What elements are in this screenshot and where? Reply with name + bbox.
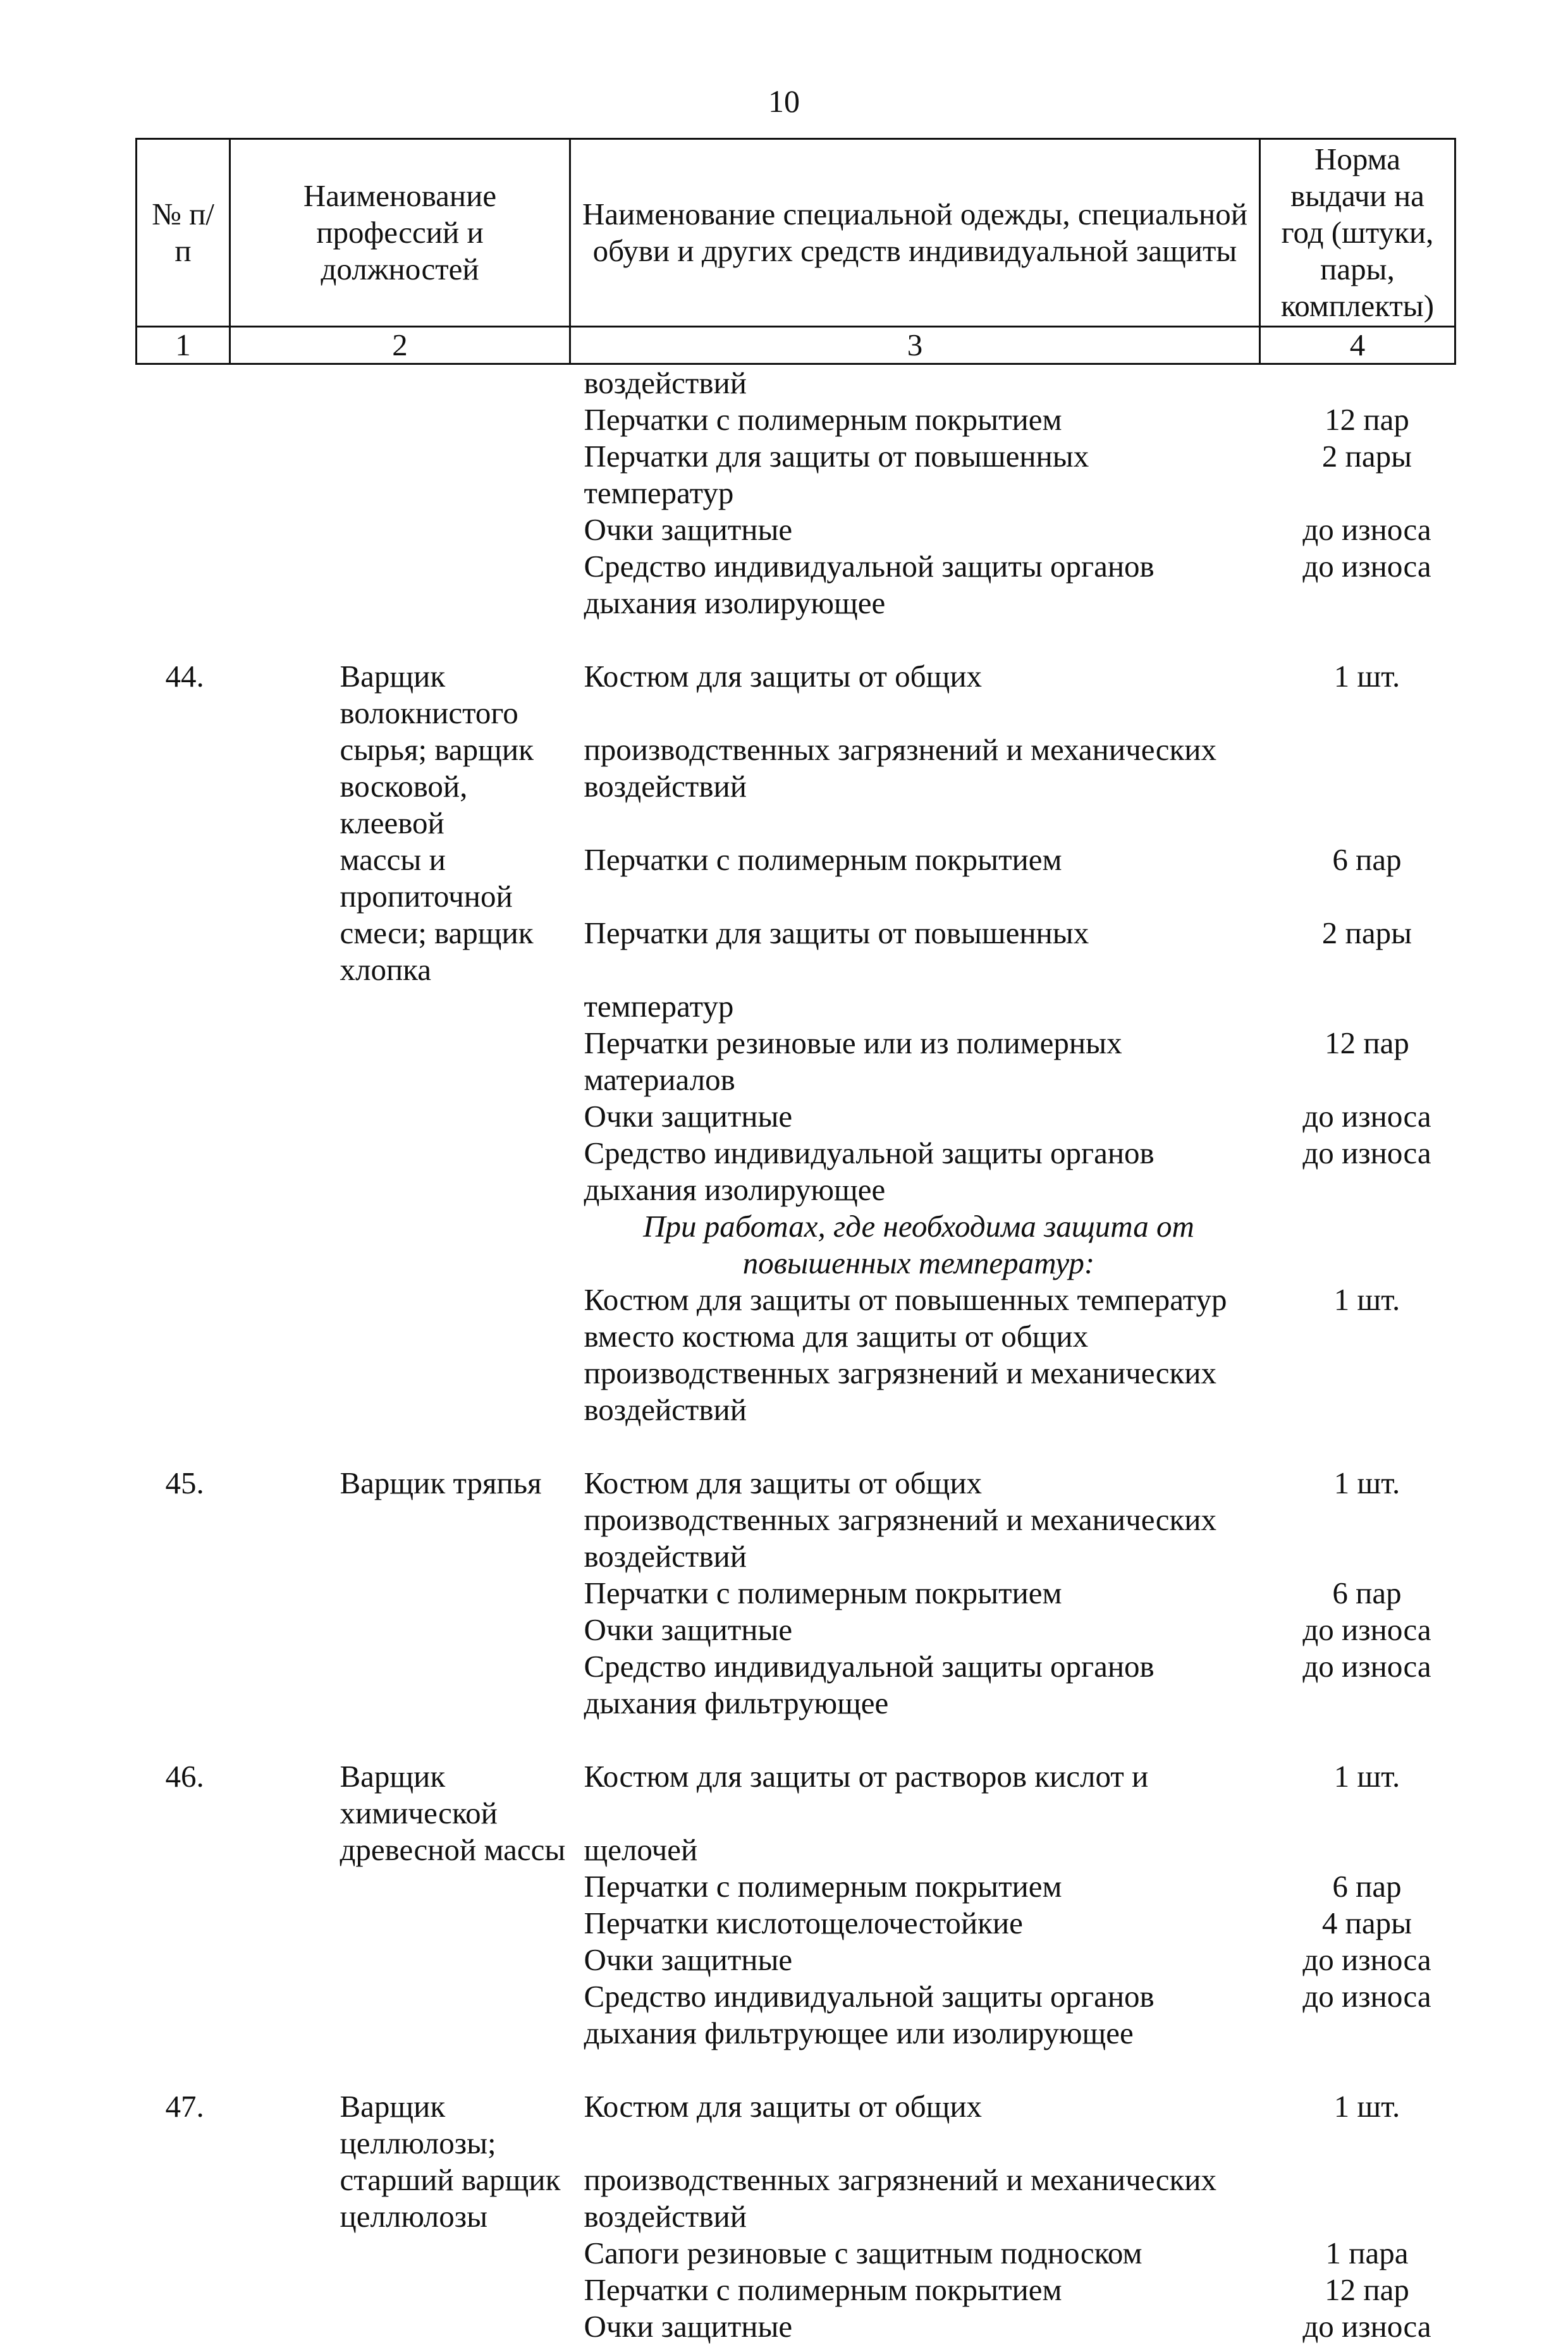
equipment-item: Средство индивидуальной защиты органов <box>570 1648 1260 1685</box>
equipment-item: воздействий <box>570 364 1260 402</box>
table-row <box>137 2308 1455 2345</box>
entry-number <box>137 401 230 438</box>
profession-name <box>230 1355 570 1392</box>
profession-name: восковой, клеевой <box>230 768 570 842</box>
spacer-cell <box>137 1722 1455 1758</box>
profession-name: Варщик химической <box>230 1758 570 1832</box>
equipment-item: Костюм для защиты от общих <box>570 1465 1260 1502</box>
column-number-row <box>137 327 1455 364</box>
entry-number <box>137 475 230 511</box>
equipment-item: Перчатки с полимерным покрытием <box>570 1575 1260 1612</box>
row-spacer <box>137 1722 1455 1758</box>
equipment-item: производственных загрязнений и механических <box>570 1355 1260 1392</box>
row-spacer <box>137 2052 1455 2088</box>
equipment-item: Перчатки с полимерным покрытием <box>570 1868 1260 1905</box>
table-row <box>137 511 1455 548</box>
row-spacer <box>137 621 1455 658</box>
equipment-item: Средство индивидуальной защиты органов <box>570 548 1260 585</box>
spacer-cell <box>137 1428 1455 1465</box>
equipment-item: дыхания фильтрующее или изолирующее <box>570 2015 1260 2052</box>
equipment-item: Средство индивидуальной защиты органов <box>570 1978 1260 2015</box>
issue-norm <box>1260 1832 1455 1868</box>
table-row <box>137 1062 1455 1098</box>
table-row <box>137 364 1455 402</box>
issue-norm: до износа <box>1260 1648 1455 1685</box>
entry-number <box>137 768 230 842</box>
table-row <box>137 1905 1455 1942</box>
entry-number <box>137 1978 230 2015</box>
issue-norm <box>1260 585 1455 621</box>
column-number: 4 <box>1260 327 1455 364</box>
profession-name <box>230 1575 570 1612</box>
entry-number <box>137 1612 230 1648</box>
profession-name <box>230 1648 570 1685</box>
table-row <box>137 1318 1455 1355</box>
condition-note: При работах, где необходима защита от <box>570 1208 1260 1245</box>
issue-norm: 1 шт. <box>1260 1282 1455 1318</box>
empty-cell <box>1260 1208 1455 1245</box>
entry-number <box>137 1575 230 1612</box>
profession-name <box>230 1868 570 1905</box>
table-row <box>137 2198 1455 2235</box>
equipment-item: производственных загрязнений и механических <box>570 2162 1260 2198</box>
profession-name <box>230 2272 570 2308</box>
profession-name: сырья; варщик <box>230 732 570 768</box>
entry-number <box>137 842 230 915</box>
table-row <box>137 1978 1455 2015</box>
profession-name <box>230 511 570 548</box>
table-row <box>137 1392 1455 1428</box>
issue-norm: до износа <box>1260 1135 1455 1172</box>
profession-name <box>230 1318 570 1355</box>
issue-norm <box>1260 2162 1455 2198</box>
table-row <box>137 438 1455 475</box>
profession-name <box>230 1172 570 1208</box>
issue-norm: до износа <box>1260 1942 1455 1978</box>
table-row <box>137 1502 1455 1538</box>
condition-note-row <box>137 1208 1455 1245</box>
profession-name <box>230 2308 570 2345</box>
issue-norm: до износа <box>1260 1612 1455 1648</box>
entry-number <box>137 1868 230 1905</box>
entry-number <box>137 1135 230 1172</box>
profession-name <box>230 1685 570 1722</box>
table-row <box>137 988 1455 1025</box>
condition-note-row <box>137 1245 1455 1282</box>
equipment-item: Очки защитные <box>570 2308 1260 2345</box>
spacer-cell <box>137 2052 1455 2088</box>
issue-norm <box>1260 1392 1455 1428</box>
entry-number <box>137 585 230 621</box>
equipment-item: дыхания фильтрующее <box>570 1685 1260 1722</box>
equipment-item: Перчатки кислотощелочестойкие <box>570 1905 1260 1942</box>
equipment-item: воздействий <box>570 2198 1260 2235</box>
equipment-item: температур <box>570 988 1260 1025</box>
issue-norm: до износа <box>1260 511 1455 548</box>
profession-name <box>230 1282 570 1318</box>
profession-name <box>230 1538 570 1575</box>
equipment-item: Перчатки с полимерным покрытием <box>570 842 1260 915</box>
issue-norm <box>1260 1355 1455 1392</box>
entry-number <box>137 1025 230 1062</box>
equipment-item: температур <box>570 475 1260 511</box>
ppe-norms-table <box>135 138 1456 2345</box>
equipment-item: дыхания изолирующее <box>570 585 1260 621</box>
issue-norm <box>1260 2198 1455 2235</box>
equipment-item: щелочей <box>570 1832 1260 1868</box>
issue-norm: 6 пар <box>1260 1868 1455 1905</box>
entry-number <box>137 1062 230 1098</box>
table-row <box>137 842 1455 915</box>
spacer-cell <box>137 621 1455 658</box>
profession-name <box>230 1392 570 1428</box>
profession-name <box>230 475 570 511</box>
entry-number <box>137 988 230 1025</box>
profession-name: древесной массы <box>230 1832 570 1868</box>
header-number: № п/п <box>137 139 230 327</box>
profession-name <box>230 585 570 621</box>
issue-norm: 2 пары <box>1260 915 1455 988</box>
header-protective-equipment: Наименование специальной одежды, специальной обуви и других средств индивидуальной защиты <box>570 139 1260 327</box>
table-row <box>137 1612 1455 1648</box>
equipment-item: Очки защитные <box>570 511 1260 548</box>
entry-number: 44. <box>137 658 230 732</box>
entry-number <box>137 2015 230 2052</box>
equipment-item: Перчатки с полимерным покрытием <box>570 2272 1260 2308</box>
profession-name <box>230 1942 570 1978</box>
table-row <box>137 1575 1455 1612</box>
table-row <box>137 585 1455 621</box>
equipment-item: Костюм для защиты от повышенных температур <box>570 1282 1260 1318</box>
issue-norm: 1 шт. <box>1260 2088 1455 2162</box>
equipment-item: Костюм для защиты от общих <box>570 2088 1260 2162</box>
entry-number <box>137 1355 230 1392</box>
table-row <box>137 2162 1455 2198</box>
profession-name: Варщик тряпья <box>230 1465 570 1502</box>
profession-name <box>230 548 570 585</box>
issue-norm: 1 пара <box>1260 2235 1455 2272</box>
entry-number <box>137 1905 230 1942</box>
issue-norm <box>1260 1062 1455 1098</box>
profession-name: смеси; варщик хлопка <box>230 915 570 988</box>
empty-cell <box>137 1208 230 1245</box>
table-row <box>137 1685 1455 1722</box>
issue-norm: 6 пар <box>1260 842 1455 915</box>
profession-name <box>230 1502 570 1538</box>
row-spacer <box>137 1428 1455 1465</box>
table-header-row <box>137 139 1455 327</box>
issue-norm <box>1260 768 1455 842</box>
entry-number <box>137 732 230 768</box>
table-row <box>137 1648 1455 1685</box>
issue-norm <box>1260 1538 1455 1575</box>
profession-name <box>230 438 570 475</box>
entry-number <box>137 1392 230 1428</box>
issue-norm <box>1260 364 1455 402</box>
header-profession: Наименование профессий и должностей <box>230 139 570 327</box>
issue-norm <box>1260 988 1455 1025</box>
table-row <box>137 1098 1455 1135</box>
table-row <box>137 768 1455 842</box>
equipment-item: дыхания изолирующее <box>570 1172 1260 1208</box>
table-row <box>137 1832 1455 1868</box>
profession-name: Варщик целлюлозы; <box>230 2088 570 2162</box>
profession-name <box>230 1135 570 1172</box>
issue-norm <box>1260 1172 1455 1208</box>
profession-name: Варщик волокнистого <box>230 658 570 732</box>
entry-number <box>137 364 230 402</box>
issue-norm: 1 шт. <box>1260 658 1455 732</box>
column-number: 1 <box>137 327 230 364</box>
table-row <box>137 1135 1455 1172</box>
entry-number <box>137 2272 230 2308</box>
equipment-item: Костюм для защиты от растворов кислот и <box>570 1758 1260 1832</box>
table-row <box>137 548 1455 585</box>
equipment-item: воздействий <box>570 1392 1260 1428</box>
entry-number <box>137 511 230 548</box>
issue-norm: 1 шт. <box>1260 1465 1455 1502</box>
equipment-item: Средство индивидуальной защиты органов <box>570 1135 1260 1172</box>
equipment-item: Очки защитные <box>570 1098 1260 1135</box>
profession-name <box>230 2235 570 2272</box>
equipment-item: производственных загрязнений и механических <box>570 1502 1260 1538</box>
entry-number <box>137 1282 230 1318</box>
issue-norm <box>1260 1685 1455 1722</box>
issue-norm <box>1260 475 1455 511</box>
profession-name <box>230 1905 570 1942</box>
equipment-item: Костюм для защиты от общих <box>570 658 1260 732</box>
issue-norm <box>1260 1502 1455 1538</box>
table-row <box>137 1355 1455 1392</box>
issue-norm: до износа <box>1260 1098 1455 1135</box>
issue-norm: до износа <box>1260 1978 1455 2015</box>
empty-cell <box>230 1208 570 1245</box>
table-row <box>137 475 1455 511</box>
profession-name: массы и пропиточной <box>230 842 570 915</box>
table-row <box>137 401 1455 438</box>
entry-number <box>137 1832 230 1868</box>
entry-number <box>137 2308 230 2345</box>
table-row <box>137 1025 1455 1062</box>
empty-cell <box>230 1245 570 1282</box>
issue-norm: 1 шт. <box>1260 1758 1455 1832</box>
issue-norm <box>1260 732 1455 768</box>
issue-norm <box>1260 2015 1455 2052</box>
entry-number <box>137 548 230 585</box>
table-row <box>137 915 1455 988</box>
entry-number <box>137 1538 230 1575</box>
profession-name <box>230 364 570 402</box>
equipment-item: Перчатки для защиты от повышенных <box>570 438 1260 475</box>
profession-name: целлюлозы <box>230 2198 570 2235</box>
entry-number: 47. <box>137 2088 230 2162</box>
profession-name <box>230 1612 570 1648</box>
entry-number <box>137 1685 230 1722</box>
entry-number <box>137 915 230 988</box>
table-body <box>137 364 1455 2345</box>
profession-name <box>230 1098 570 1135</box>
entry-number: 45. <box>137 1465 230 1502</box>
column-number: 2 <box>230 327 570 364</box>
issue-norm: до износа <box>1260 548 1455 585</box>
issue-norm: 2 пары <box>1260 438 1455 475</box>
entry-number <box>137 2235 230 2272</box>
table-row <box>137 1282 1455 1318</box>
issue-norm: 4 пары <box>1260 1905 1455 1942</box>
profession-name <box>230 401 570 438</box>
table-row <box>137 2088 1455 2162</box>
entry-number <box>137 1318 230 1355</box>
profession-name <box>230 1025 570 1062</box>
condition-note: повышенных температур: <box>570 1245 1260 1282</box>
issue-norm <box>1260 1318 1455 1355</box>
entry-number <box>137 1098 230 1135</box>
issue-norm: 12 пар <box>1260 2272 1455 2308</box>
table-row <box>137 658 1455 732</box>
issue-norm: 6 пар <box>1260 1575 1455 1612</box>
equipment-item: Очки защитные <box>570 1612 1260 1648</box>
profession-name: старший варщик <box>230 2162 570 2198</box>
equipment-item: Перчатки резиновые или из полимерных <box>570 1025 1260 1062</box>
equipment-item: Очки защитные <box>570 1942 1260 1978</box>
equipment-item: воздействий <box>570 1538 1260 1575</box>
issue-norm: до износа <box>1260 2308 1455 2345</box>
profession-name <box>230 1978 570 2015</box>
issue-norm: 12 пар <box>1260 401 1455 438</box>
table-row <box>137 1172 1455 1208</box>
header-issue-norm: Норма выдачи на год (штуки, пары, комплекты) <box>1260 139 1455 327</box>
equipment-item: вместо костюма для защиты от общих <box>570 1318 1260 1355</box>
table-row <box>137 2272 1455 2308</box>
equipment-item: Перчатки с полимерным покрытием <box>570 401 1260 438</box>
table-row <box>137 1465 1455 1502</box>
equipment-item: производственных загрязнений и механических <box>570 732 1260 768</box>
table-row <box>137 2235 1455 2272</box>
page-number: 10 <box>0 82 1568 120</box>
equipment-item: Сапоги резиновые с защитным подноском <box>570 2235 1260 2272</box>
equipment-item: материалов <box>570 1062 1260 1098</box>
entry-number <box>137 2198 230 2235</box>
empty-cell <box>137 1245 230 1282</box>
table-row <box>137 2015 1455 2052</box>
entry-number <box>137 1942 230 1978</box>
issue-norm: 12 пар <box>1260 1025 1455 1062</box>
entry-number <box>137 438 230 475</box>
equipment-item: Перчатки для защиты от повышенных <box>570 915 1260 988</box>
equipment-item: воздействий <box>570 768 1260 842</box>
entry-number <box>137 1172 230 1208</box>
entry-number <box>137 1502 230 1538</box>
empty-cell <box>1260 1245 1455 1282</box>
table-row <box>137 1942 1455 1978</box>
table-row <box>137 1868 1455 1905</box>
table-row <box>137 1758 1455 1832</box>
column-number: 3 <box>570 327 1260 364</box>
entry-number <box>137 2162 230 2198</box>
table-row <box>137 732 1455 768</box>
profession-name <box>230 2015 570 2052</box>
entry-number <box>137 1648 230 1685</box>
entry-number: 46. <box>137 1758 230 1832</box>
profession-name <box>230 1062 570 1098</box>
table-row <box>137 1538 1455 1575</box>
profession-name <box>230 988 570 1025</box>
